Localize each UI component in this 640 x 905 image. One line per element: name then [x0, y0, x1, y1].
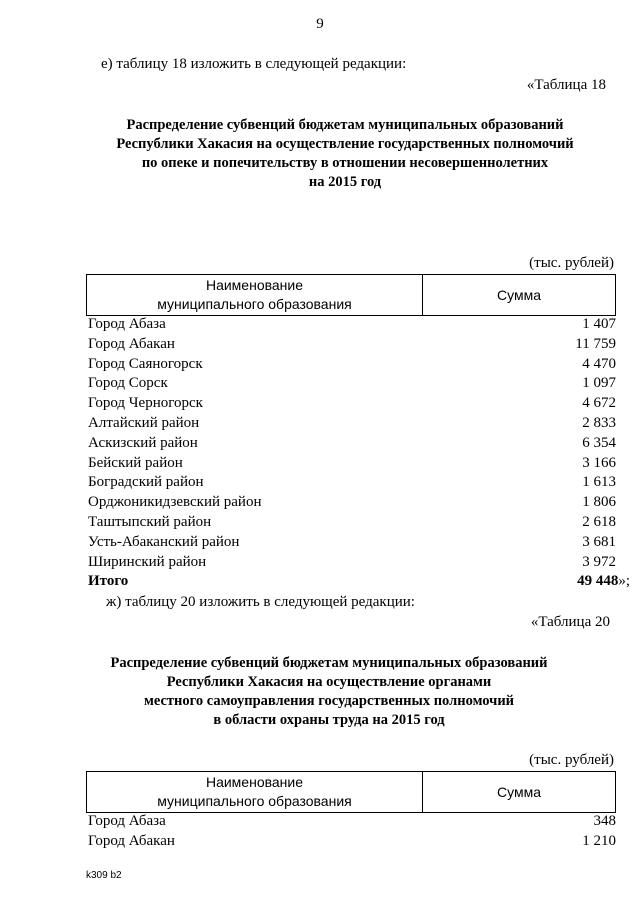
table-row: [88, 473, 616, 493]
table-20-header: [86, 771, 616, 813]
table-18-header-name: [87, 275, 423, 315]
subvention-amount: 1 407: [582, 316, 616, 332]
subvention-amount: 1 806: [582, 494, 616, 511]
municipality-name: Город Сорск: [88, 375, 168, 392]
subvention-amount: 2 833: [582, 414, 616, 431]
subvention-amount: 3 166: [582, 454, 616, 471]
table-row: [88, 493, 616, 513]
subvention-amount: 3 681: [582, 533, 616, 550]
subvention-amount: 6 354: [582, 434, 616, 451]
municipality-name: Бейский район: [88, 454, 183, 471]
page-number: 9: [316, 16, 324, 32]
table-20-caption: «Таблица 20: [530, 614, 610, 630]
municipality-name: Аскизский район: [88, 434, 198, 451]
amendment-item-zh: ж) таблицу 20 изложить в следующей редакции:: [106, 594, 415, 610]
subvention-amount: 1 210: [582, 832, 616, 849]
total-label: Итого: [88, 573, 129, 590]
subvention-amount: 2 618: [582, 513, 616, 530]
table-18-title-line: Республики Хакасия на осуществление государственных полномочий: [116, 136, 574, 152]
table-row: [88, 374, 616, 394]
table-row: [88, 454, 616, 474]
document-code: k309 b2: [86, 870, 122, 881]
table-18-header-sum: Сумма: [497, 287, 541, 303]
table-20-header-sum: Сумма: [497, 784, 541, 800]
amendment-item-e: е) таблицу 18 изложить в следующей редакции:: [101, 56, 407, 72]
table-row: [88, 832, 616, 852]
subvention-amount: 1 097: [582, 375, 616, 392]
table-row: [88, 394, 616, 414]
subvention-amount: 348: [593, 813, 616, 829]
municipality-name: Город Абаза: [88, 813, 166, 829]
table-20-title-line: Республики Хакасия на осуществление органами: [166, 674, 492, 690]
closing-quote: »;: [618, 573, 630, 590]
table-18-body: [88, 315, 630, 592]
table-18-title: [60, 116, 630, 192]
table-row: [88, 553, 616, 573]
municipality-name: Город Саяногорск: [88, 355, 203, 372]
table-row: [88, 315, 616, 335]
table-18-caption: «Таблица 18: [526, 77, 606, 93]
municipality-name: Алтайский район: [88, 414, 200, 431]
table-20-title-line: Распределение субвенций бюджетам муниципальных образований: [110, 655, 548, 671]
subvention-amount: 4 470: [582, 355, 616, 372]
total-row: [88, 572, 630, 592]
municipality-name: Город Черногорск: [88, 395, 203, 412]
header-name-line: муниципального образования: [157, 793, 352, 809]
table-row: [88, 533, 616, 553]
table-20-title: [44, 654, 614, 730]
table-18-title-line: на 2015 год: [308, 174, 382, 190]
subvention-amount: 4 672: [582, 395, 616, 412]
municipality-name: Усть-Абаканский район: [88, 533, 240, 550]
municipality-name: Ширинский район: [88, 553, 207, 570]
table-row: [88, 434, 616, 454]
table-18-title-line: по опеке и попечительству в отношении несовершеннолетних: [141, 155, 549, 171]
table-20-title-line: местного самоуправления государственных полномочий: [143, 693, 515, 709]
table-row: [88, 335, 616, 355]
total-amount: 49 448: [577, 573, 619, 590]
total-cell: [577, 572, 630, 592]
subvention-amount: 11 759: [575, 335, 616, 352]
municipality-name: Город Абаза: [88, 316, 166, 332]
table-18-title-line: Распределение субвенций бюджетам муниципальных образований: [126, 117, 564, 133]
municipality-name: Таштыпский район: [88, 513, 212, 530]
table-20-units: (тыс. рублей): [529, 752, 614, 768]
subvention-amount: 3 972: [582, 553, 616, 570]
header-name-line: Наименование: [205, 277, 304, 293]
header-name-line: муниципального образования: [157, 296, 352, 312]
table-18-units: (тыс. рублей): [529, 255, 614, 271]
subvention-amount: 1 613: [582, 474, 616, 491]
municipality-name: Орджоникидзевский район: [88, 494, 262, 511]
table-18-header: [86, 274, 616, 316]
table-row: [88, 355, 616, 375]
table-20-body: [88, 812, 616, 852]
table-20-header-name: [87, 772, 423, 812]
table-20-title-line: в области охраны труда на 2015 год: [213, 712, 445, 728]
table-row: [88, 812, 616, 832]
municipality-name: Боградский район: [88, 474, 204, 491]
municipality-name: Город Абакан: [88, 335, 175, 352]
municipality-name: Город Абакан: [88, 832, 175, 849]
table-row: [88, 414, 616, 434]
table-row: [88, 513, 616, 533]
header-name-line: Наименование: [205, 774, 304, 790]
